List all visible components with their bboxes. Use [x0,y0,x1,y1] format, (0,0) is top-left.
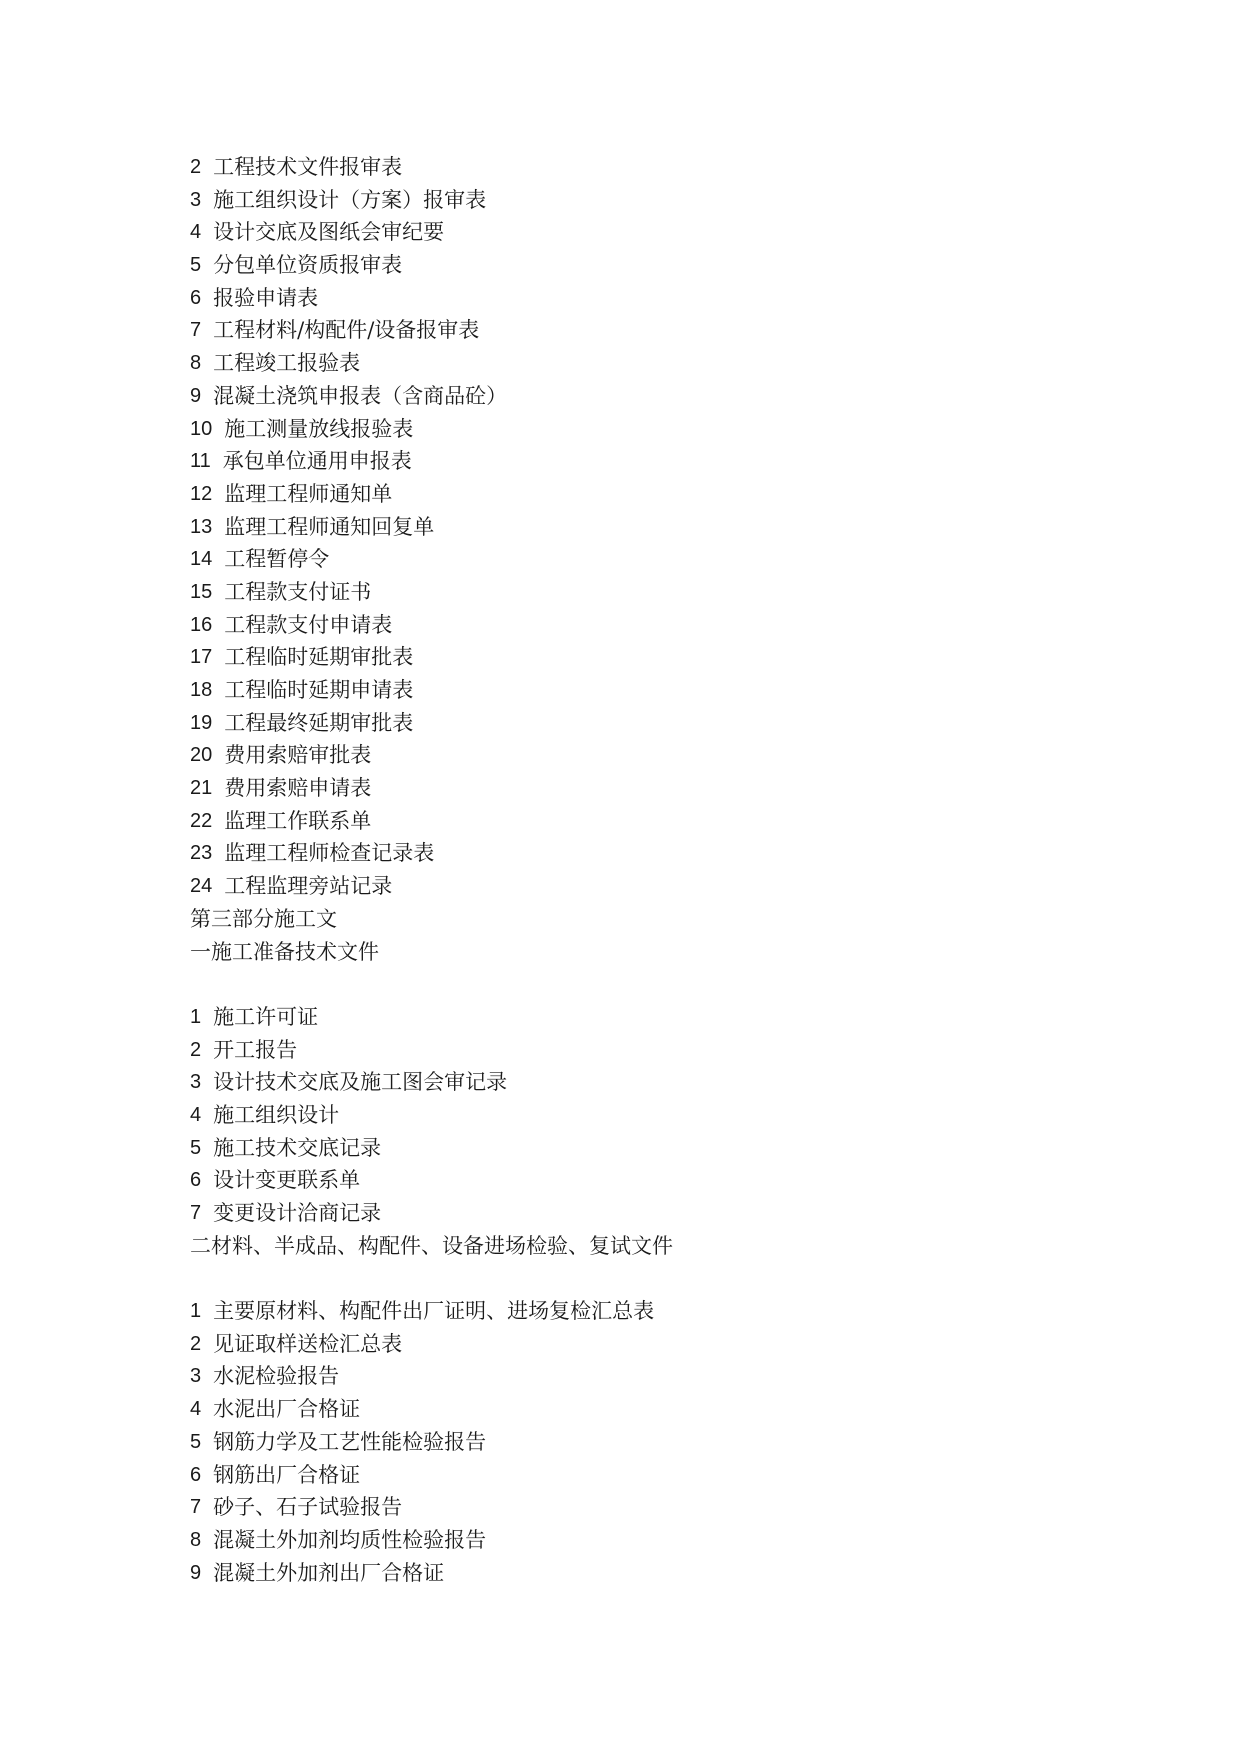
item-number: 24 [190,875,213,898]
list-item [190,1099,1150,1132]
item-number: 14 [190,548,213,571]
list-item [190,674,1150,707]
item-text: 工程款支付证书 [224,579,372,604]
item-text: 变更设计洽商记录 [213,1201,382,1225]
list-item [190,1491,1150,1524]
list-a [190,151,1150,903]
list-item [190,1164,1150,1197]
item-text: 监理工作联系单 [224,808,372,833]
list-item [190,805,1150,838]
list-item [190,739,1150,772]
list-item [190,249,1150,282]
item-number: 16 [190,613,213,636]
item-text: 开工报告 [213,1037,298,1062]
list-item [190,282,1150,315]
list-item [190,1360,1150,1393]
item-number: 3 [190,1365,202,1388]
item-text: 施工技术交底记录 [213,1135,382,1160]
list-item [190,347,1150,380]
item-number: 1 [190,1005,202,1028]
item-number: 6 [190,1463,202,1486]
section-heading: 二材料、半成品、构配件、设备进场检验、复试文件 [190,1233,673,1258]
item-number: 17 [190,646,213,669]
item-text: 混凝土浇筑申报表（含商品砼） [213,383,508,408]
list-item [190,1328,1150,1361]
list-item [190,641,1150,674]
item-number: 6 [190,1169,202,1192]
list-item [190,151,1150,184]
item-text: 见证取样送检汇总表 [213,1331,403,1356]
item-number: 9 [190,1561,202,1584]
item-number: 13 [190,515,213,538]
list-item [190,1459,1150,1492]
item-number: 9 [190,384,202,407]
list-item [190,1295,1150,1328]
item-number: 15 [190,580,213,603]
item-text: 费用索赔申请表 [224,776,372,801]
item-text: 工程临时延期审批表 [224,645,414,670]
item-text: 设计技术交底及施工图会审记录 [213,1070,508,1095]
item-number: 20 [190,744,213,767]
item-number: 3 [190,1071,202,1094]
item-number: 18 [190,679,213,701]
item-text: 施工许可证 [213,1004,319,1029]
item-text: 监理工程师通知单 [224,481,393,506]
list-item [190,576,1150,609]
list-item [190,314,1150,347]
item-number: 8 [190,352,202,375]
item-number: 4 [190,1398,202,1421]
item-number: 2 [190,1332,202,1355]
item-text: 工程竣工报验表 [213,351,361,376]
list-item [190,413,1150,446]
list-item [190,870,1150,903]
item-text: 水泥出厂合格证 [213,1397,361,1422]
item-text: 钢筋力学及工艺性能检验报告 [213,1429,487,1454]
list-item [190,837,1150,870]
list-item [190,1426,1150,1459]
list-item [190,1034,1150,1067]
list-item [190,511,1150,544]
item-number: 7 [190,1202,202,1224]
item-text: 钢筋出厂合格证 [213,1462,361,1487]
item-text: 工程最终延期审批表 [224,710,414,735]
item-text: 水泥检验报告 [213,1364,340,1389]
list-item [190,478,1150,511]
item-number: 5 [190,1136,202,1159]
blank-line [190,1262,1150,1295]
item-text: 施工组织设计 [213,1102,340,1127]
document-page [190,151,1150,1589]
item-number: 3 [190,188,202,211]
item-number: 21 [190,777,213,800]
item-number: 6 [190,286,202,309]
list-item [190,1066,1150,1099]
item-number: 22 [190,809,213,832]
item-number: 1 [190,1300,202,1323]
item-number: 7 [190,1496,202,1519]
item-text: 承包单位通用申报表 [222,449,412,474]
list-item [190,184,1150,217]
item-text: 施工组织设计（方案）报审表 [213,187,487,212]
item-number: 19 [190,711,213,734]
item-text: 工程款支付申请表 [224,612,393,637]
item-text: 工程临时延期申请表 [224,678,414,702]
list-item [190,216,1150,249]
section-heading: 一施工准备技术文件 [190,939,379,964]
part-heading: 第三部分施工文 [190,906,337,931]
blank-line [190,968,1150,1001]
item-text: 报验申请表 [213,285,319,310]
list-item [190,1393,1150,1426]
item-text: 工程暂停令 [224,547,330,572]
list-item [190,445,1150,478]
item-text: 分包单位资质报审表 [213,253,403,278]
item-number: 4 [190,221,202,244]
item-text: 工程监理旁站记录 [224,874,393,899]
item-number: 10 [190,417,213,440]
item-number: 2 [190,1038,202,1061]
item-number: 7 [190,319,202,342]
item-text: 费用索赔审批表 [224,743,372,768]
item-text: 混凝土外加剂均质性检验报告 [213,1527,487,1552]
list-item [190,1132,1150,1165]
list-item [190,1524,1150,1557]
list-item [190,609,1150,642]
item-text: 监理工程师检查记录表 [224,841,435,866]
item-number: 8 [190,1528,202,1551]
item-text: 砂子、石子试验报告 [213,1495,403,1520]
list-item [190,380,1150,413]
item-text: 设计变更联系单 [213,1168,361,1193]
item-text: 混凝土外加剂出厂合格证 [213,1560,445,1585]
list-item [190,772,1150,805]
section-1-list [190,1001,1150,1230]
item-number: 5 [190,1430,202,1453]
item-number: 11 [190,450,211,473]
section-2-list [190,1295,1150,1589]
item-number: 2 [190,156,202,178]
item-text: 工程技术文件报审表 [213,155,403,179]
item-text: 施工测量放线报验表 [224,416,414,441]
list-item [190,543,1150,576]
list-item [190,1557,1150,1590]
list-item [190,1001,1150,1034]
item-text: 监理工程师通知回复单 [224,514,435,539]
item-number: 4 [190,1103,202,1126]
item-number: 12 [190,482,213,505]
list-item [190,707,1150,740]
item-number: 5 [190,254,202,277]
item-number: 23 [190,842,213,865]
item-text: 工程材料/构配件/设备报审表 [213,318,480,343]
item-text: 主要原材料、构配件出厂证明、进场复检汇总表 [213,1299,655,1324]
item-text: 设计交底及图纸会审纪要 [213,220,445,245]
list-item [190,1197,1150,1230]
